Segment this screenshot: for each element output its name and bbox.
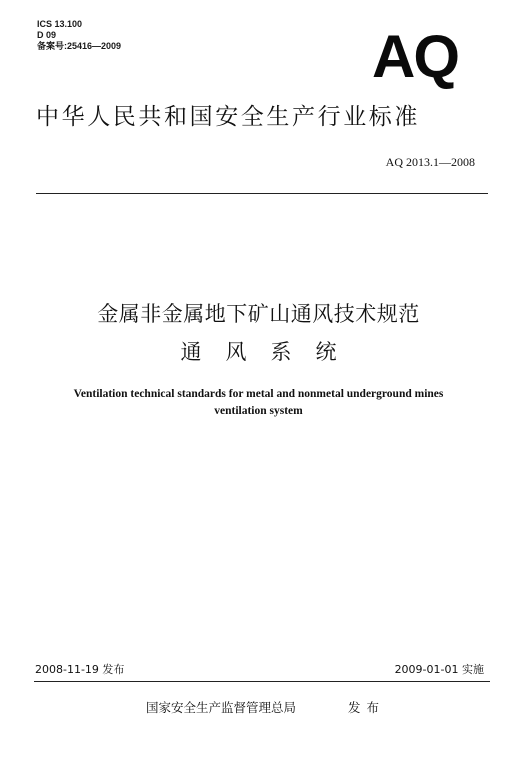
document-title-en: Ventilation technical standards for metal and nonmetal underground mines <box>73 388 444 400</box>
record-number: 备案号:25416—2009 <box>37 41 122 51</box>
header-divider <box>36 193 488 194</box>
ccs-code: D 09 <box>37 30 57 40</box>
footer-divider <box>34 681 490 682</box>
document-title-zh: 金属非金属地下矿山通风技术规范 <box>97 302 420 326</box>
publisher-name: 国家安全生产监督管理总局 <box>146 700 297 715</box>
issue-date: 2008-11-19 发布 <box>35 663 125 676</box>
publisher-action: 发布 <box>348 700 386 715</box>
aq-logo: AQ <box>372 23 458 90</box>
standard-category: 中华人民共和国安全生产行业标准 <box>36 104 420 130</box>
standard-code: AQ 2013.1—2008 <box>385 155 475 169</box>
implementation-date: 2009-01-01 实施 <box>394 663 484 676</box>
ics-code: ICS 13.100 <box>37 19 83 29</box>
document-subtitle-zh: 通风系统 <box>180 340 361 364</box>
document-subtitle-en: ventilation system <box>214 405 303 417</box>
